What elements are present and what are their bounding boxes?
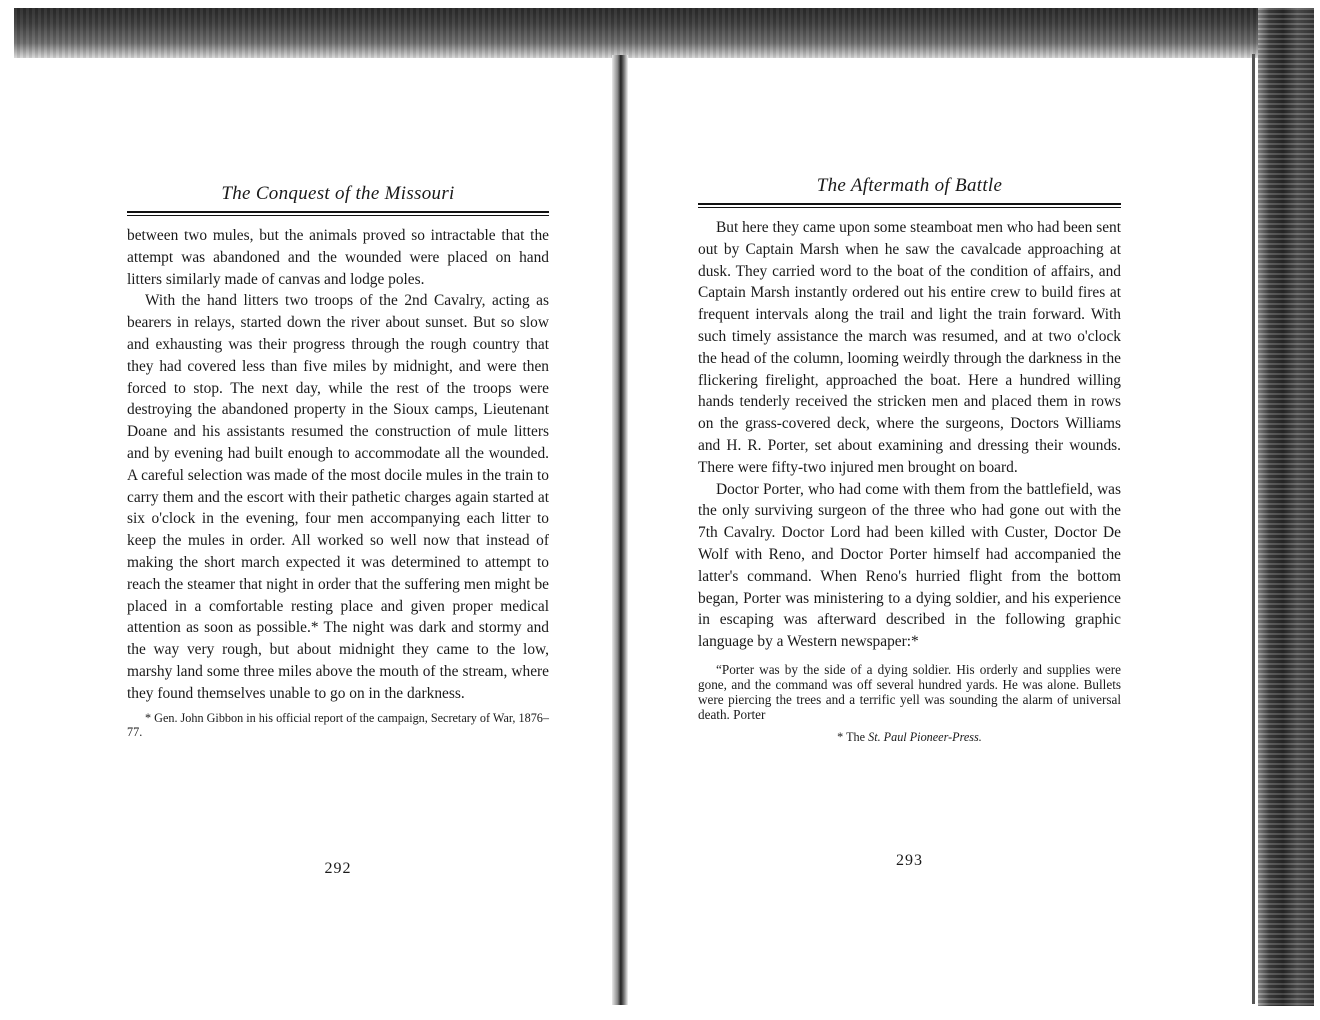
scan-shadow-top: [14, 8, 1314, 58]
paragraph: With the hand litters two troops of the 2nd Cavalry, acting as bearers in relays, started down the river about sunset. But so slow and exhausting was their progress through the rough country that they had covered less than five miles by midnight, and were then forced to stop. The next day, while the rest of the troops were destroying the abandoned property in the Sioux camps, Lieutenant Doane and his assistants resumed the construction of mule litters and by evening had built enough to accommodate all the wounded. A careful selection was made of the most docile mules in the train to carry them and the escort with their pathetic charges again started at six o'clock in the evening, four men accompanying each litter to keep the mules in order. All worked so well now that instead of making the short march expected it was determined to attempt to reach the steamer that night in order that the suffering men might be placed in a comfortable resting place and given proper medical attention as soon as possible.* The night was dark and stormy and the way very rough, but about midnight they came to the low, marshy land some three miles above the mouth of the stream, where they found themselves unable to go on in the darkness.: [127, 292, 549, 702]
header-rule-left: [127, 211, 549, 216]
body-text-right: [698, 217, 1121, 653]
body-text-left: [127, 225, 549, 705]
book-edge-right: [1258, 8, 1314, 1006]
paragraph: between two mules, but the animals proved so intractable that the attempt was abandoned and the wounded were placed on hand litters similarly made of canvas and lodge poles.: [127, 227, 549, 288]
footnote-prefix: * The: [837, 729, 869, 744]
page-number-left: 292: [324, 860, 352, 877]
header-rule-right: [698, 203, 1121, 208]
page-number-right: 293: [896, 852, 923, 869]
running-head-left: The Conquest of the Missouri: [221, 183, 455, 204]
left-page: [127, 180, 549, 739]
page-edge-line: [1252, 54, 1255, 1004]
book-gutter: [612, 55, 628, 1005]
right-page: [698, 172, 1121, 745]
block-quote: “Porter was by the side of a dying soldier. His orderly and supplies were gone, and the command was off several hundred yards. He was alone. Bullets were piercing the trees and a terrific yell was sounding the alarm of universal death. Porter: [698, 661, 1121, 722]
footnote-left: * Gen. John Gibbon in his official report of the campaign, Secretary of War, 1876–77.: [127, 710, 549, 739]
paragraph: Doctor Porter, who had come with them from the battlefield, was the only surviving surgeon of the three who had gone out with the 7th Cavalry. Doctor Lord had been killed with Custer, Doctor De Wolf with Reno, and Doctor Porter himself had accompanied the latter's command. When Reno's hurried flight from the bottom began, Porter was ministering to a dying soldier, and his experience in escaping was afterward described in the following graphic language by a Western newspaper:*: [698, 480, 1121, 651]
running-head-right: The Aftermath of Battle: [816, 175, 1003, 196]
footnote-right: [698, 730, 1121, 745]
paragraph: But here they came upon some steamboat men who had been sent out by Captain Marsh when he saw the cavalcade approaching at dusk. They carried word to the boat of the condition of affairs, and Captain Marsh instantly ordered out his entire crew to build fires at frequent intervals along the trail and light the train forward. With such timely assistance the march was resumed, and at two o'clock the head of the column, looming weirdly through the darkness in the flickering firelight, approached the boat. Here a hundred willing hands tenderly received the stricken men and placed them in rows on the grass-covered deck, where the surgeons, Doctors Williams and H. R. Porter, set about examining and dressing their wounds. There were fifty-two injured men brought on board.: [698, 219, 1121, 476]
footnote-source: St. Paul Pioneer-Press.: [868, 729, 982, 744]
